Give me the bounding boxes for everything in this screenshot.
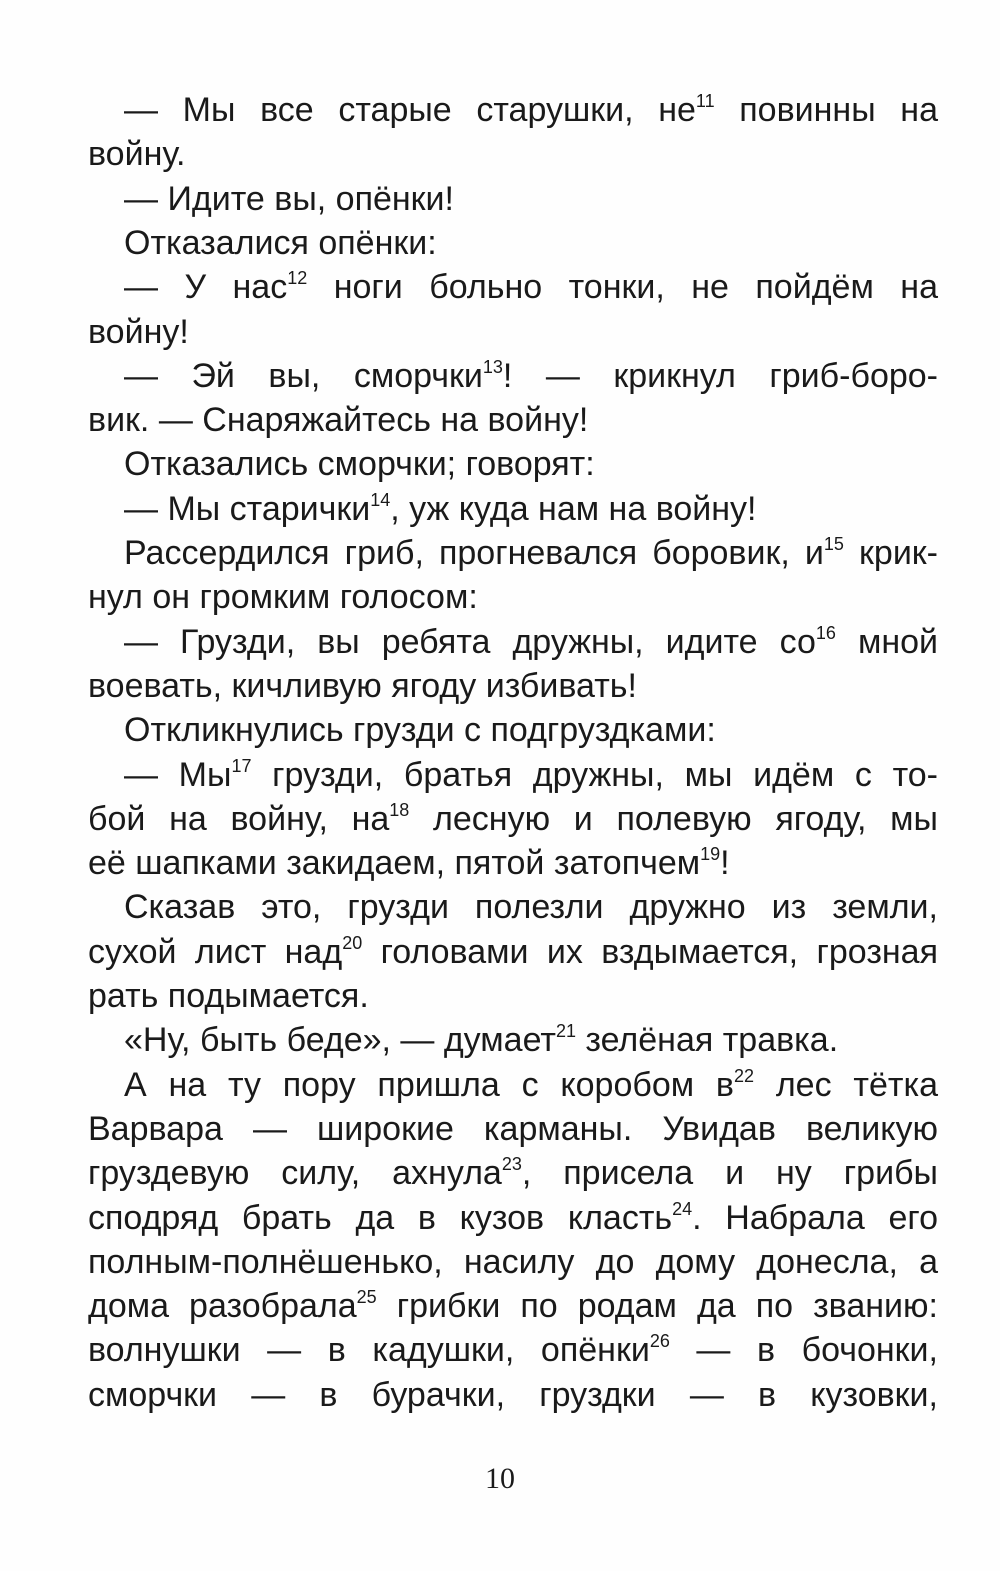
text-line bbox=[124, 487, 938, 531]
text-segment: сухой лист над bbox=[88, 932, 343, 971]
footnote-marker: 15 bbox=[823, 534, 844, 554]
text-line bbox=[88, 575, 938, 619]
text-segment: её шапками закидаем, пятой затопчем bbox=[88, 844, 701, 883]
text-segment: — Грузди, вы ребята дружны, идите со bbox=[124, 622, 816, 661]
footnote-marker: 18 bbox=[389, 799, 410, 820]
text-segment: — Мы старички bbox=[124, 489, 371, 528]
text-segment: грибки по родам да по званию: bbox=[376, 1287, 938, 1326]
text-line bbox=[88, 797, 938, 841]
footnote-marker: 12 bbox=[287, 268, 308, 289]
text-segment: ноги больно тонки, не пойдём на bbox=[307, 268, 938, 307]
text-line bbox=[124, 885, 938, 929]
text-segment: Отказались сморчки; говорят: bbox=[124, 445, 595, 484]
text-line bbox=[88, 1240, 938, 1284]
text-segment: ! — крикнул гриб-боро- bbox=[502, 356, 938, 395]
text-line bbox=[124, 221, 938, 265]
text-line bbox=[88, 1284, 938, 1328]
footnote-marker: 13 bbox=[482, 356, 503, 377]
text-line bbox=[88, 930, 938, 974]
text-line bbox=[88, 132, 938, 176]
text-line bbox=[88, 664, 938, 708]
text-segment: — Мы все старые старушки, не bbox=[124, 91, 696, 129]
footnote-marker: 21 bbox=[555, 1021, 576, 1042]
text-line bbox=[124, 1063, 938, 1107]
text-segment: Варвара — широкие карманы. Увидав великую bbox=[88, 1109, 938, 1148]
text-segment: сморчки — в бурачки, груздки — в кузовки, bbox=[88, 1375, 938, 1414]
text-segment: Рассердился гриб, прогневался боровик, и bbox=[124, 534, 824, 572]
text-segment: сподряд брать да в кузов класть bbox=[88, 1198, 673, 1237]
text-line bbox=[88, 1107, 938, 1151]
footnote-marker: 22 bbox=[734, 1065, 755, 1086]
text-segment: мной bbox=[835, 622, 939, 661]
footnote-marker: 20 bbox=[342, 932, 363, 953]
text-segment: войну! bbox=[88, 312, 189, 351]
text-line bbox=[124, 354, 938, 398]
text-line bbox=[88, 1196, 938, 1240]
text-segment: бой на войну, на bbox=[88, 799, 390, 838]
text-segment: груздевую силу, ахнула bbox=[88, 1154, 502, 1193]
text-line bbox=[124, 88, 938, 132]
text-segment: повинны на bbox=[714, 91, 938, 129]
text-line bbox=[88, 1328, 938, 1372]
text-segment: — У нас bbox=[124, 268, 288, 307]
text-line bbox=[124, 442, 938, 486]
text-line bbox=[88, 841, 938, 885]
text-line bbox=[124, 177, 938, 221]
footnote-marker: 11 bbox=[695, 91, 715, 111]
footnote-marker: 14 bbox=[370, 489, 391, 510]
text-segment: лес тётка bbox=[754, 1065, 938, 1104]
footnote-marker: 19 bbox=[700, 844, 721, 865]
text-segment: воевать, кичливую ягоду избивать! bbox=[88, 666, 637, 705]
footnote-marker: 25 bbox=[356, 1287, 377, 1308]
text-segment: волнушки — в кадушки, опёнки bbox=[88, 1331, 650, 1370]
text-segment: грузди, братья дружны, мы идём с то- bbox=[251, 755, 938, 794]
text-line bbox=[124, 1018, 938, 1062]
text-segment: нул он громким голосом: bbox=[88, 578, 478, 617]
page-number: 10 bbox=[485, 1462, 515, 1495]
text-segment: ! bbox=[720, 844, 730, 883]
footnote-marker: 17 bbox=[231, 755, 252, 776]
text-segment: крик- bbox=[843, 534, 939, 572]
text-line bbox=[124, 753, 938, 797]
text-line bbox=[88, 398, 938, 442]
text-segment: , уж куда нам на войну! bbox=[390, 489, 757, 528]
text-segment: зелёная травка. bbox=[575, 1021, 839, 1060]
text-line bbox=[88, 1373, 938, 1417]
text-segment: , присела и ну грибы bbox=[521, 1154, 938, 1193]
text-segment: войну. bbox=[88, 135, 186, 174]
text-line bbox=[124, 620, 938, 664]
text-segment: лесную и полевую ягоду, мы bbox=[409, 799, 938, 838]
text-segment: рать подымается. bbox=[88, 977, 369, 1015]
text-segment: дома разобрала bbox=[88, 1287, 357, 1326]
text-segment: головами их вздымается, грозная bbox=[362, 932, 939, 971]
footnote-marker: 26 bbox=[649, 1331, 670, 1352]
text-segment: — Мы bbox=[124, 755, 232, 794]
text-segment: — Идите вы, опёнки! bbox=[124, 179, 454, 218]
text-segment: вик. — Снаряжайтесь на войну! bbox=[88, 401, 589, 440]
text-line bbox=[88, 974, 938, 1018]
text-segment: — Эй вы, сморчки bbox=[124, 356, 483, 395]
text-segment: полным-полнёшенько, насилу до дому донесла, а bbox=[88, 1242, 938, 1281]
text-segment: Сказав это, грузди полезли дружно из земли, bbox=[124, 888, 938, 927]
text-line bbox=[124, 708, 938, 752]
text-line bbox=[124, 265, 938, 309]
text-line bbox=[88, 1151, 938, 1195]
text-segment: . Набрала его bbox=[692, 1198, 938, 1237]
text-segment: «Ну, быть беде», — думает bbox=[124, 1021, 556, 1060]
text-line bbox=[124, 531, 938, 575]
footnote-marker: 24 bbox=[672, 1198, 693, 1219]
text-segment: Отказалися опёнки: bbox=[124, 223, 437, 262]
text-segment: А на ту пору пришла с коробом в bbox=[124, 1065, 734, 1104]
text-segment: — в бочонки, bbox=[669, 1331, 938, 1370]
footnote-marker: 23 bbox=[501, 1154, 522, 1175]
text-segment: Откликнулись грузди с подгруздками: bbox=[124, 711, 716, 750]
footnote-marker: 16 bbox=[815, 622, 836, 643]
text-line bbox=[88, 310, 938, 354]
